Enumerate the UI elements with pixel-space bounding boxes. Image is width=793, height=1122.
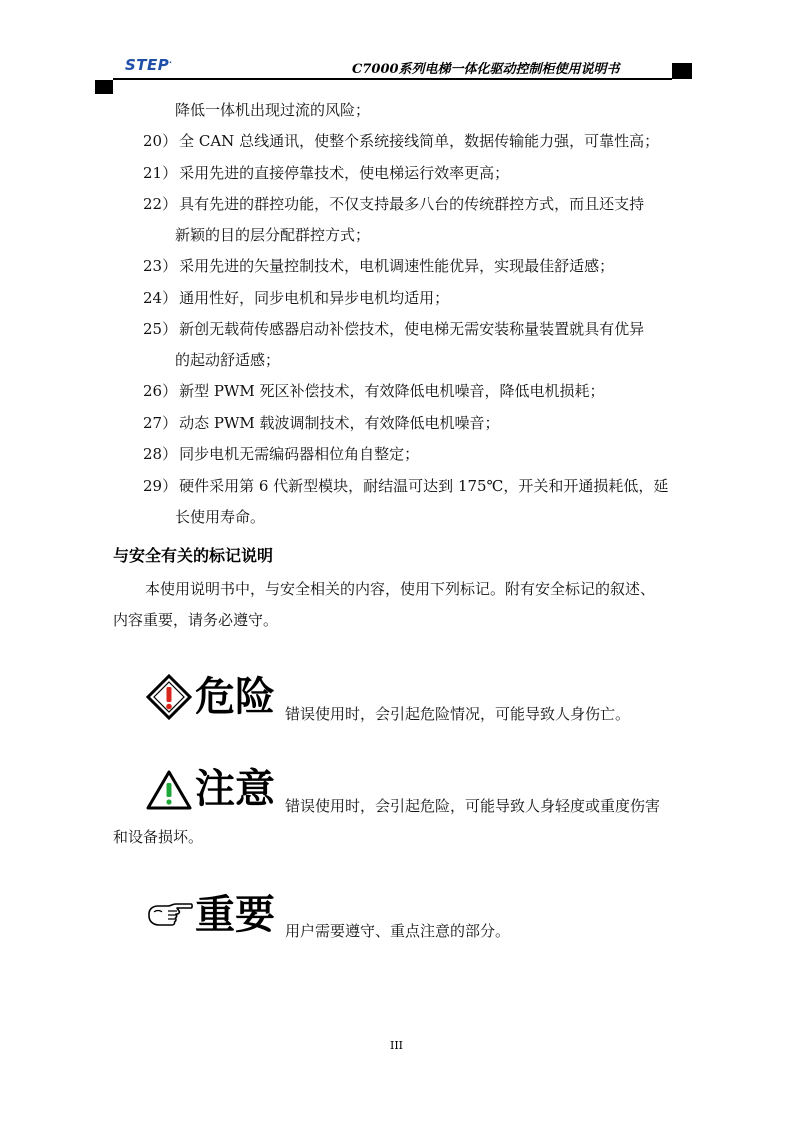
list-item: 降低一体机出现过流的风险； [175, 101, 371, 119]
list-item-number: 20） [143, 132, 178, 150]
caution-description-continued: 和设备损坏。 [113, 828, 204, 846]
list-item-text: 采用先进的矢量控制技术，电机调速性能优异，实现最佳舒适感； [179, 257, 615, 275]
header-rule [113, 78, 672, 80]
list-item-number: 21） [143, 164, 178, 182]
brand-logo: STEP. [125, 56, 173, 74]
danger-description: 错误使用时，会引起危险情况，可能导致人身伤亡。 [285, 705, 631, 723]
section-heading: 与安全有关的标记说明 [113, 546, 274, 565]
header-block-left [95, 80, 113, 94]
list-item [143, 132, 659, 150]
list-item-text: 通用性好，同步电机和异步电机均适用； [179, 289, 450, 307]
list-item-number: 28） [143, 445, 178, 463]
list-item-text: 新型 PWM 死区补偿技术，有效降低电机噪音，降低电机损耗； [179, 382, 605, 400]
caution-label: 注意 [195, 766, 275, 812]
list-item-number: 29） [143, 477, 178, 495]
list-item [143, 414, 500, 432]
list-item-text: 动态 PWM 载波调制技术，有效降低电机噪音； [179, 414, 500, 432]
caution-description: 错误使用时，会引起危险，可能导致人身轻度或重度伤害 [285, 797, 661, 815]
caution-triangle-icon [146, 770, 192, 810]
important-description: 用户需要遵守、重点注意的部分。 [285, 922, 511, 940]
page-number: III [389, 1039, 404, 1052]
document-title: C7000系列电梯一体化驱动控制柜使用说明书 [352, 62, 620, 77]
important-label: 重要 [195, 892, 275, 938]
list-item-text: 全 CAN 总线通讯，使整个系统接线简单，数据传输能力强，可靠性高； [179, 132, 660, 150]
list-item-number: 27） [143, 414, 178, 432]
list-item [143, 289, 449, 307]
danger-label: 危险 [195, 674, 275, 720]
danger-diamond-icon [146, 674, 192, 720]
list-item-number: 26） [143, 382, 178, 400]
list-item [143, 477, 668, 495]
list-item [143, 382, 605, 400]
header-block-right [672, 63, 692, 79]
list-item-number: 23） [143, 257, 178, 275]
intro-text-line-2: 内容重要，请务必遵守。 [113, 611, 279, 629]
list-item-text: 新创无载荷传感器启动补偿技术，使电梯无需安装称量装置就具有优异 [179, 320, 645, 338]
list-item-text: 采用先进的直接停靠技术，使电梯运行效率更高； [179, 164, 510, 182]
list-item [143, 257, 614, 275]
list-item [143, 164, 509, 182]
list-item-text: 具有先进的群控功能，不仅支持最多八台的传统群控方式，而且还支持 [179, 195, 645, 213]
list-item [143, 195, 644, 213]
pointing-hand-icon [146, 900, 194, 930]
list-item-continuation: 的起动舒适感； [175, 351, 281, 369]
list-item-continuation: 新颖的目的层分配群控方式； [175, 226, 371, 244]
list-item-continuation: 长使用寿命。 [175, 508, 266, 526]
list-item-number: 24） [143, 289, 178, 307]
list-item-number: 22） [143, 195, 178, 213]
list-item [143, 320, 644, 338]
intro-text-line-1: 本使用说明书中，与安全相关的内容，使用下列标记。附有安全标记的叙述、 [145, 580, 656, 598]
list-item [143, 445, 419, 463]
list-item-text: 同步电机无需编码器相位角自整定； [179, 445, 420, 463]
list-item-number: 25） [143, 320, 178, 338]
list-item-text: 硬件采用第 6 代新型模块，耐结温可达到 175℃，开关和开通损耗低，延 [179, 477, 669, 495]
